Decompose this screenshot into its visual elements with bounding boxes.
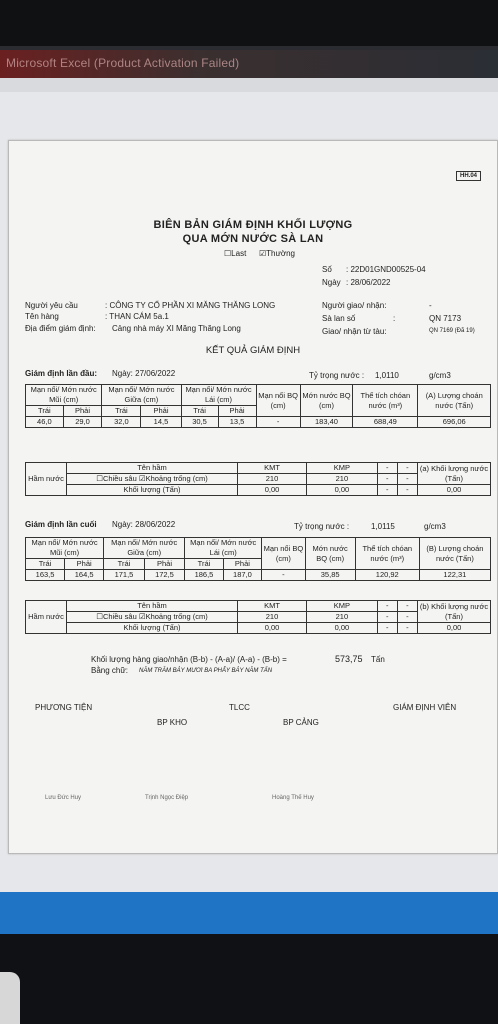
dash-cell: - xyxy=(377,474,397,485)
side-label: Phải xyxy=(223,559,261,570)
value-cell: 183,40 xyxy=(300,417,353,428)
summary-value: 573,75 xyxy=(335,654,363,664)
side-label: Phải xyxy=(218,406,256,417)
header-mon-nuoc-bq: Mớn nước BQ (cm) xyxy=(305,538,355,570)
dash-cell: - xyxy=(397,485,417,496)
kl-total: 0,00 xyxy=(418,623,491,634)
value-cell: - xyxy=(262,570,305,581)
ket-qua-heading: KẾT QUẢ GIÁM ĐỊNH xyxy=(205,345,301,356)
sa-lan-label: Sà lan số xyxy=(322,314,356,323)
chieu-sau-label: ☐Chiều sâu ☑Khoảng trống (cm) xyxy=(67,612,238,623)
giam-dinh-vien-label: GIÁM ĐỊNH VIÊN xyxy=(393,703,457,712)
header-luong-b: (B) Lượng choán nước (Tấn) xyxy=(419,538,490,570)
ham-nuoc-label: Hầm nước xyxy=(26,463,67,496)
side-label: Phải xyxy=(63,406,102,417)
header-giua: Mạn nổi/ Mớn nước Giữa (cm) xyxy=(104,538,185,559)
first-ty-trong-label: Tỷ trọng nước : xyxy=(309,371,365,380)
value-cell: 172,5 xyxy=(144,570,185,581)
value-cell: 164,5 xyxy=(65,570,104,581)
option-thuong: ☑Thường xyxy=(259,249,296,258)
side-label: Trái xyxy=(102,406,141,417)
ten-hang-label: Tên hàng xyxy=(25,312,59,321)
taskbar xyxy=(0,892,498,934)
last-ty-trong-label: Tỷ trọng nước : xyxy=(294,522,350,531)
dash-cell: - xyxy=(377,463,397,474)
kl-kmp: 0,00 xyxy=(307,623,378,634)
side-label: Phải xyxy=(65,559,104,570)
side-label: Trái xyxy=(26,559,65,570)
value-cell: 122,31 xyxy=(419,570,490,581)
side-label: Phải xyxy=(141,406,181,417)
khoi-luong-label: Khối lượng (Tấn) xyxy=(67,623,238,634)
value-cell: 696,06 xyxy=(418,417,491,428)
last-unit: g/cm3 xyxy=(424,522,446,531)
giao-nhan-value: QN 7169 (Đã 19) xyxy=(429,328,475,334)
summary-label: Khối lượng hàng giao/nhận (B-b) - (A-a)/ (A-a) - (B-b) = xyxy=(91,655,287,664)
doc-subtitle: QUA MỚN NƯỚC SÀ LAN xyxy=(182,233,324,245)
nguoi-giao-value: - xyxy=(429,301,432,310)
giao-nhan-label: Giao/ nhận từ tàu: xyxy=(322,327,387,336)
dash-cell: - xyxy=(377,485,397,496)
side-label: Trái xyxy=(185,559,223,570)
khoi-luong-label: Khối lượng (Tấn) xyxy=(67,485,238,496)
kl-total-label: (a) Khối lượng nước (Tấn) xyxy=(418,463,491,485)
ten-ham-header: Tên hầm xyxy=(67,463,238,474)
bp-cang-label: BP CẢNG xyxy=(283,718,319,727)
value-cell: 29,0 xyxy=(63,417,102,428)
value-cell: 32,0 xyxy=(102,417,141,428)
dia-diem-label: Địa điểm giám định: xyxy=(25,324,96,333)
value-cell: 186,5 xyxy=(185,570,223,581)
kmt-header: KMT xyxy=(238,463,307,474)
dash-cell: - xyxy=(377,612,397,623)
bp-kho-label: BP KHO xyxy=(157,718,188,727)
dash-cell: - xyxy=(397,623,417,634)
header-man-noi-bq: Mạn nổi BQ (cm) xyxy=(262,538,305,570)
dash-cell: - xyxy=(377,623,397,634)
header-mon-nuoc-bq: Mớn nước BQ (cm) xyxy=(300,385,353,417)
kt-kmt: 210 xyxy=(238,612,307,623)
keyboard-key xyxy=(0,972,20,1024)
value-cell: 688,49 xyxy=(353,417,418,428)
kl-kmp: 0,00 xyxy=(307,485,378,496)
window-titlebar xyxy=(0,50,498,78)
header-luong-a: (A) Lượng choán nước (Tấn) xyxy=(418,385,491,417)
kt-kmt: 210 xyxy=(238,474,307,485)
bang-chu-value: NĂM TRĂM BẢY MƯƠI BA PHẨY BẢY NĂM TẤN xyxy=(139,668,273,674)
ham-nuoc-label: Hầm nước xyxy=(26,601,67,634)
side-label: Trái xyxy=(26,406,64,417)
dash-cell: - xyxy=(397,601,417,612)
so-value: : 22D01GND00525-04 xyxy=(346,265,426,274)
dash-cell: - xyxy=(397,474,417,485)
nguoi-giao-label: Người giao/ nhận: xyxy=(322,301,387,310)
phuong-tien-label: PHƯƠNG TIỆN xyxy=(35,703,93,712)
kl-total-label: (b) Khối lượng nước (Tấn) xyxy=(418,601,491,623)
document-page xyxy=(8,140,498,854)
header-mui: Mạn nổi/ Mớn nước Mũi (cm) xyxy=(26,538,104,559)
header-the-tich: Thể tích chóan nước (m³) xyxy=(355,538,419,570)
sa-lan-colon: : xyxy=(393,314,396,323)
kl-total: 0,00 xyxy=(418,485,491,496)
laptop-keyboard-area xyxy=(0,934,498,1024)
value-cell: 13,5 xyxy=(218,417,256,428)
value-cell: 171,5 xyxy=(104,570,145,581)
dash-cell: - xyxy=(397,612,417,623)
last-date: Ngày: 28/06/2022 xyxy=(112,520,176,529)
side-label: Trái xyxy=(181,406,218,417)
value-cell: - xyxy=(256,417,300,428)
header-lai: Mạn nổi/ Mớn nước Lái (cm) xyxy=(181,385,256,406)
side-label: Trái xyxy=(104,559,145,570)
kl-kmt: 0,00 xyxy=(238,623,307,634)
kmt-header: KMT xyxy=(238,601,307,612)
last-draft-table xyxy=(25,537,491,581)
chieu-sau-label: ☐Chiều sâu ☑Khoảng trống (cm) xyxy=(67,474,238,485)
value-cell: 187,0 xyxy=(223,570,261,581)
kl-kmt: 0,00 xyxy=(238,485,307,496)
nguoi-yeu-cau-label: Người yêu cầu xyxy=(25,301,78,310)
signature-name: Hoàng Thế Huy xyxy=(272,795,314,801)
last-label: Giám định lần cuối xyxy=(25,520,97,529)
kmp-header: KMP xyxy=(307,463,378,474)
last-tank-table xyxy=(25,600,491,634)
dia-diem-value: Cảng nhà máy XI Măng Thăng Long xyxy=(112,324,241,333)
value-cell: 163,5 xyxy=(26,570,65,581)
kmp-header: KMP xyxy=(307,601,378,612)
background-top xyxy=(0,0,498,46)
window-title: Microsoft Excel (Product Activation Failed) xyxy=(6,56,240,70)
kt-kmp: 210 xyxy=(307,612,378,623)
signature-name: Trịnh Ngọc Điệp xyxy=(145,795,189,801)
summary-unit: Tấn xyxy=(371,655,385,664)
first-draft-table xyxy=(25,384,491,428)
first-ty-trong-value: 1,0110 xyxy=(375,371,399,380)
form-code: HH.04 xyxy=(456,171,481,181)
ngay-label: Ngày xyxy=(322,278,341,287)
header-mui: Mạn nổi/ Mớn nước Mũi (cm) xyxy=(26,385,102,406)
dash-cell: - xyxy=(397,463,417,474)
header-the-tich: Thể tích chóan nước (m³) xyxy=(353,385,418,417)
value-cell: 35,85 xyxy=(305,570,355,581)
signature-name: Lưu Đức Huy xyxy=(45,795,82,801)
ngay-value: : 28/06/2022 xyxy=(346,278,391,287)
first-date: Ngày: 27/06/2022 xyxy=(112,369,176,378)
option-last: ☐Last xyxy=(224,249,247,258)
kt-kmp: 210 xyxy=(307,474,378,485)
value-cell: 30,5 xyxy=(181,417,218,428)
header-man-noi-bq: Mạn nổi BQ (cm) xyxy=(256,385,300,417)
sa-lan-value: QN 7173 xyxy=(429,314,462,323)
first-tank-table xyxy=(25,462,491,496)
ten-hang-value: : THAN CÁM 5a.1 xyxy=(105,312,169,321)
dash-cell: - xyxy=(377,601,397,612)
ten-ham-header: Tên hầm xyxy=(67,601,238,612)
tlcc-label: TLCC xyxy=(229,703,250,712)
doc-title: BIÊN BẢN GIÁM ĐỊNH KHỐI LƯỢNG xyxy=(153,219,353,231)
last-ty-trong-value: 1,0115 xyxy=(371,522,395,531)
side-label: Phải xyxy=(144,559,185,570)
nguoi-yeu-cau-value: : CÔNG TY CỔ PHẦN XI MĂNG THĂNG LONG xyxy=(105,301,276,310)
value-cell: 120,92 xyxy=(355,570,419,581)
bang-chu-label: Bằng chữ: xyxy=(91,666,128,675)
so-label: Số xyxy=(322,265,332,274)
first-unit: g/cm3 xyxy=(429,371,451,380)
header-giua: Mạn nổi/ Mớn nước Giữa (cm) xyxy=(102,385,181,406)
value-cell: 46,0 xyxy=(26,417,64,428)
first-label: Giám định lần đầu: xyxy=(25,369,98,378)
value-cell: 14,5 xyxy=(141,417,181,428)
header-lai: Mạn nổi/ Mớn nước Lái (cm) xyxy=(185,538,262,559)
